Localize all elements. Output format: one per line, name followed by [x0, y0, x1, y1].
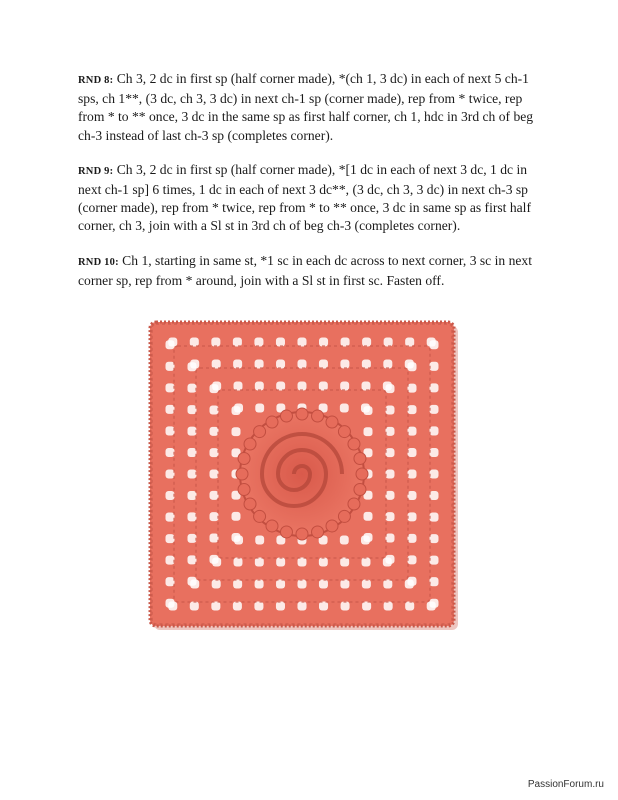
mesh-hole [298, 558, 307, 567]
mesh-hole [405, 580, 414, 589]
flower-petal [338, 510, 350, 522]
mesh-hole [430, 469, 439, 478]
mesh-hole [408, 448, 417, 457]
mesh-hole [341, 602, 350, 611]
mesh-hole [210, 427, 219, 436]
mesh-hole [188, 448, 197, 457]
mesh-hole [408, 555, 417, 564]
round-label: RND 8: [78, 75, 114, 86]
mesh-hole [190, 338, 199, 347]
mesh-hole [298, 382, 307, 391]
mesh-hole [276, 338, 285, 347]
mesh-hole [319, 580, 328, 589]
round-9-paragraph [78, 161, 548, 236]
mesh-hole [166, 340, 175, 349]
flower-petal [296, 528, 308, 540]
mesh-hole [383, 360, 392, 369]
mesh-hole [166, 469, 175, 478]
mesh-hole [386, 384, 395, 393]
mesh-hole [319, 382, 328, 391]
mesh-hole [430, 362, 439, 371]
mesh-hole [188, 577, 197, 586]
mesh-hole [340, 536, 349, 545]
mesh-hole [341, 338, 350, 347]
mesh-hole [255, 382, 264, 391]
mesh-hole [188, 512, 197, 521]
flower-petal [236, 468, 248, 480]
crochet-square-photo [146, 320, 466, 638]
mesh-hole [212, 360, 221, 369]
mesh-hole [362, 382, 371, 391]
mesh-hole [188, 534, 197, 543]
flower-petal [338, 426, 350, 438]
mesh-hole [276, 602, 285, 611]
mesh-hole [361, 536, 370, 545]
mesh-hole [297, 602, 306, 611]
mesh-hole [405, 602, 414, 611]
mesh-hole [211, 602, 220, 611]
mesh-hole [386, 406, 395, 415]
mesh-hole [362, 558, 371, 567]
center-flower [236, 408, 368, 540]
mesh-hole [427, 602, 436, 611]
round-label: RND 9: [78, 165, 114, 177]
instructions [78, 70, 548, 306]
mesh-hole [210, 555, 219, 564]
mesh-hole [233, 580, 242, 589]
mesh-hole [234, 382, 243, 391]
flower-petal [244, 498, 256, 510]
flower-petal [254, 510, 266, 522]
mesh-hole [210, 470, 219, 479]
mesh-hole [364, 406, 373, 415]
mesh-hole [430, 448, 439, 457]
mesh-hole [340, 404, 349, 413]
mesh-hole [190, 602, 199, 611]
mesh-hole [408, 362, 417, 371]
watermark: PassionForum.ru [527, 779, 604, 790]
mesh-hole [233, 602, 242, 611]
mesh-hole [430, 426, 439, 435]
flower-petal [354, 452, 366, 464]
flower-petal [356, 468, 368, 480]
flower-petal [254, 426, 266, 438]
mesh-hole [383, 558, 392, 567]
mesh-hole [408, 469, 417, 478]
mesh-hole [232, 512, 241, 521]
mesh-hole [211, 338, 220, 347]
mesh-hole [386, 448, 395, 457]
round-8-paragraph [78, 70, 548, 145]
mesh-hole [430, 340, 439, 349]
flower-petal [266, 520, 278, 532]
mesh-hole [233, 360, 242, 369]
mesh-hole [210, 534, 219, 543]
flower-petal [312, 526, 324, 538]
flower-petal [326, 416, 338, 428]
mesh-hole [297, 360, 306, 369]
round-label: RND 10: [78, 256, 119, 268]
round-instructions: Ch 3, 2 dc in first sp (half corner made), *[1 dc in each of next 3 dc, 1 dc in next ch-1 sp] 6 times, 1 dc in each of next 3 dc**, (3 dc, ch 3, 3 dc) in next ch-3 sp (corner made), rep from * twice, rep from * to ** once, 3 dc in same sp as first half corner, ch 3, join with a Sl st in 3rd ch of beg ch-3 (completes corner). [78, 161, 531, 234]
mesh-hole [276, 580, 285, 589]
mesh-hole [362, 360, 371, 369]
mesh-hole [430, 534, 439, 543]
mesh-hole [254, 338, 263, 347]
mesh-hole [386, 512, 395, 521]
mesh-hole [166, 534, 175, 543]
mesh-hole [430, 513, 439, 522]
round-instructions: Ch 3, 2 dc in first sp (half corner made), *(ch 1, 3 dc) in each of next 5 ch-1 sps, ch 1**, (3 dc, ch 3, 3 dc) in next ch-1 sp (corner made), rep from * twice, rep from * to ** once, 3 dc in the same sp as first half corner, ch 1, hdc in 3rd ch of beg ch-3 instead of last ch-3 sp (completes corner). [78, 71, 534, 143]
mesh-hole [188, 427, 197, 436]
mesh-hole [166, 405, 175, 414]
mesh-hole [255, 536, 264, 545]
mesh-hole [166, 362, 175, 371]
mesh-hole [232, 533, 241, 542]
mesh-hole [297, 338, 306, 347]
mesh-hole [255, 558, 264, 567]
mesh-hole [408, 405, 417, 414]
mesh-hole [430, 577, 439, 586]
mesh-hole [188, 405, 197, 414]
mesh-hole [362, 338, 371, 347]
mesh-hole [340, 558, 349, 567]
mesh-hole [166, 577, 175, 586]
mesh-hole [362, 602, 371, 611]
mesh-hole [340, 580, 349, 589]
mesh-hole [430, 383, 439, 392]
mesh-hole [386, 427, 395, 436]
crochet-square [150, 322, 458, 630]
mesh-hole [210, 491, 219, 500]
mesh-hole [234, 558, 243, 567]
mesh-hole [386, 534, 395, 543]
mesh-hole [319, 338, 328, 347]
mesh-hole [166, 599, 175, 608]
mesh-hole [166, 491, 175, 500]
mesh-hole [362, 580, 371, 589]
mesh-hole [276, 558, 285, 567]
mesh-hole [188, 469, 197, 478]
mesh-hole [297, 580, 306, 589]
flower-petal [326, 520, 338, 532]
mesh-hole [405, 338, 414, 347]
mesh-hole [233, 338, 242, 347]
round-instructions: Ch 1, starting in same st, *1 sc in each dc across to next corner, 3 sc in next corner sp, rep from * around, join with a Sl st in first sc. Fasten off. [78, 252, 532, 288]
mesh-hole [166, 513, 175, 522]
mesh-hole [319, 360, 328, 369]
mesh-hole [408, 512, 417, 521]
mesh-hole [408, 491, 417, 500]
mesh-hole [430, 491, 439, 500]
flower-petal [348, 438, 360, 450]
flower-petal [266, 416, 278, 428]
mesh-hole [386, 470, 395, 479]
mesh-hole [383, 580, 392, 589]
round-10-paragraph [78, 252, 548, 290]
mesh-hole [319, 602, 328, 611]
mesh-hole [210, 448, 219, 457]
flower-petal [238, 452, 250, 464]
mesh-hole [276, 360, 285, 369]
flower-petal [244, 438, 256, 450]
mesh-hole [340, 360, 349, 369]
mesh-hole [384, 338, 393, 347]
mesh-hole [255, 580, 264, 589]
flower-petal [354, 484, 366, 496]
mesh-hole [210, 406, 219, 415]
mesh-hole [166, 448, 175, 457]
flower-petal [348, 498, 360, 510]
mesh-hole [254, 602, 263, 611]
mesh-hole [232, 406, 241, 415]
mesh-hole [408, 384, 417, 393]
flower-petal [280, 410, 292, 422]
flower-petal [312, 410, 324, 422]
mesh-hole [166, 426, 175, 435]
mesh-hole [319, 558, 328, 567]
mesh-hole [255, 360, 264, 369]
mesh-hole [166, 556, 175, 565]
mesh-hole [386, 491, 395, 500]
mesh-hole [188, 555, 197, 564]
mesh-hole [384, 602, 393, 611]
mesh-hole [188, 491, 197, 500]
flower-petal [296, 408, 308, 420]
mesh-hole [408, 534, 417, 543]
mesh-hole [364, 512, 373, 521]
mesh-hole [340, 382, 349, 391]
mesh-hole [212, 580, 221, 589]
mesh-hole [430, 556, 439, 565]
flower-petal [238, 484, 250, 496]
mesh-hole [364, 427, 373, 436]
mesh-hole [210, 512, 219, 521]
mesh-hole [255, 404, 264, 413]
mesh-hole [276, 382, 285, 391]
mesh-hole [210, 384, 219, 393]
mesh-hole [430, 405, 439, 414]
mesh-hole [408, 427, 417, 436]
mesh-hole [166, 383, 175, 392]
flower-petal [280, 526, 292, 538]
mesh-hole [232, 427, 241, 436]
mesh-hole [188, 362, 197, 371]
mesh-hole [188, 384, 197, 393]
